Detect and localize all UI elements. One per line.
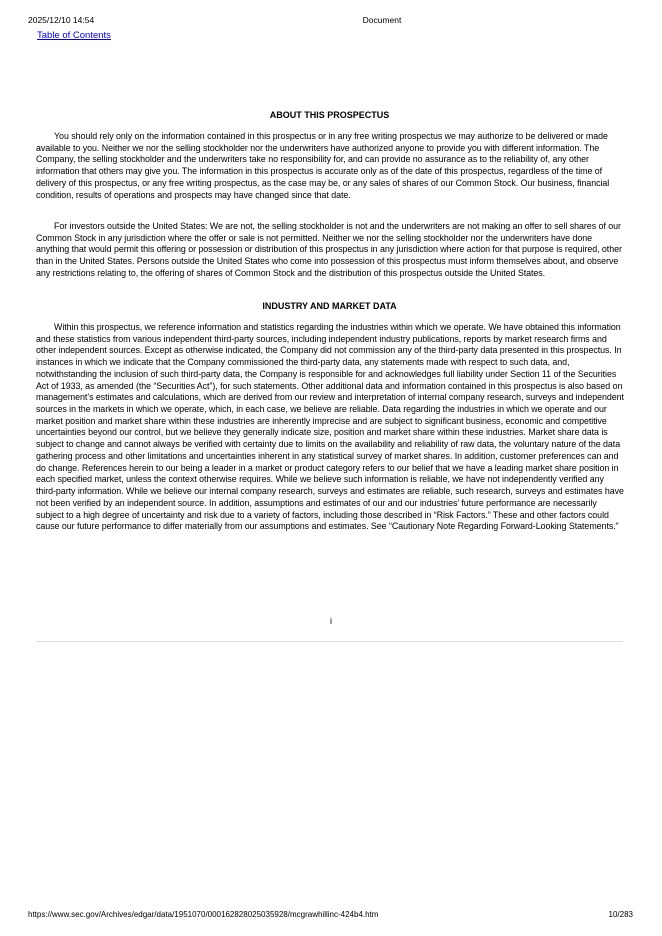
paragraph: You should rely only on the information contained in this prospectus or in any free writing prospectus we may authorize to be delivered or made available to you. Neither we nor the selling stockholder nor the underwriters have authorized anyone to provide you with different information. The Company, the selling stockholder and the underwriters take no responsibility for, and can provide no assurance as to the reliability of, any other information that others may give you. The information in this prospectus is accurate only as of the date of this prospectus, regardless of the time of delivery of this prospectus, or any free writing prospectus, as the case may be, or any sales of shares of our Common Stock. Our business, financial condition, results of operations and prospects may have changed since that date.: [36, 131, 610, 200]
paragraph: Within this prospectus, we reference information and statistics regarding the industries within which we operate. We have obtained this information and these statistics from various independent third-party sources, including independent industry publications, reports by market research firms and other independent sources. Except as otherwise indicated, the Company did not commission any of the third-party data presented in this prospectus. In instances in which we indicate that the Company commissioned the third-party data, any statements made with respect to such data, and, notwithstanding the inclusion of such third-party data, the Company is responsible for and acknowledges full liability under Section 11 of the Securities Act of 1933, as amended (the “Securities Act”), for such statements. Other additional data and information contained in this prospectus is also based on management’s estimates and calculations, which are derived from our review and interpretation of internal company research, surveys and independent sources in the markets in which we operate, which, in each case, we believe are reliable. Data regarding the industries in which we operate and our market position and market share within these industries are inherently imprecise and are subject to significant business, economic and competitive uncertainties beyond our control, but we believe they generally indicate size, position and market share within these industries. Market share data is subject to change and cannot always be verified with certainty due to limits on the availability and reliability of raw data, the voluntary nature of the data gathering process and other limitations and uncertainties inherent in any statistical survey of market shares. In addition, customer preferences can and do change. References herein to our being a leader in a market or product category refers to our belief that we have a leading market share position in each specified market, unless the context otherwise requires. While we believe such information is reliable, we have not independently verified any third-party information. While we believe our internal company research, surveys and estimates are reliable, such research, surveys and estimates have not been verified by an independent source. In addition, assumptions and estimates of our and our industries’ future performance are necessarily subject to a high degree of uncertainty and risk due to a variety of factors, including those described in “Risk Factors.” These and other factors could cause our future performance to differ materially from our assumptions and estimates. See “Cautionary Note Regarding Forward-Looking Statements.”: [36, 322, 624, 532]
document-title: Document: [362, 15, 402, 25]
page-number: i: [330, 616, 332, 626]
print-timestamp: 2025/12/10 14:54: [28, 15, 95, 25]
table-of-contents-link[interactable]: Table of Contents: [37, 30, 111, 41]
footer-page-count: 10/283: [608, 910, 633, 919]
page-divider: [36, 641, 623, 642]
section-heading: INDUSTRY AND MARKET DATA: [262, 301, 397, 311]
footer-url: https://www.sec.gov/Archives/edgar/data/1951070/000162828025035928/mcgrawhillinc-424b4.htm: [28, 910, 379, 919]
paragraph: For investors outside the United States: We are not, the selling stockholder is not and the underwriters are not making an offer to sell shares of our Common Stock in any jurisdiction where the offer or sale is not permitted. Neither we nor the selling stockholder nor the underwriters have done anything that would permit this offering or possession or distribution of this prospectus in any jurisdiction where action for that purpose is required, other than in the United States. Persons outside the United States who come into possession of this prospectus must inform themselves about, and observe any restrictions relating to, the offering of shares of Common Stock and the distribution of this prospectus outside the United States.: [36, 221, 622, 278]
section-heading: ABOUT THIS PROSPECTUS: [269, 110, 390, 120]
